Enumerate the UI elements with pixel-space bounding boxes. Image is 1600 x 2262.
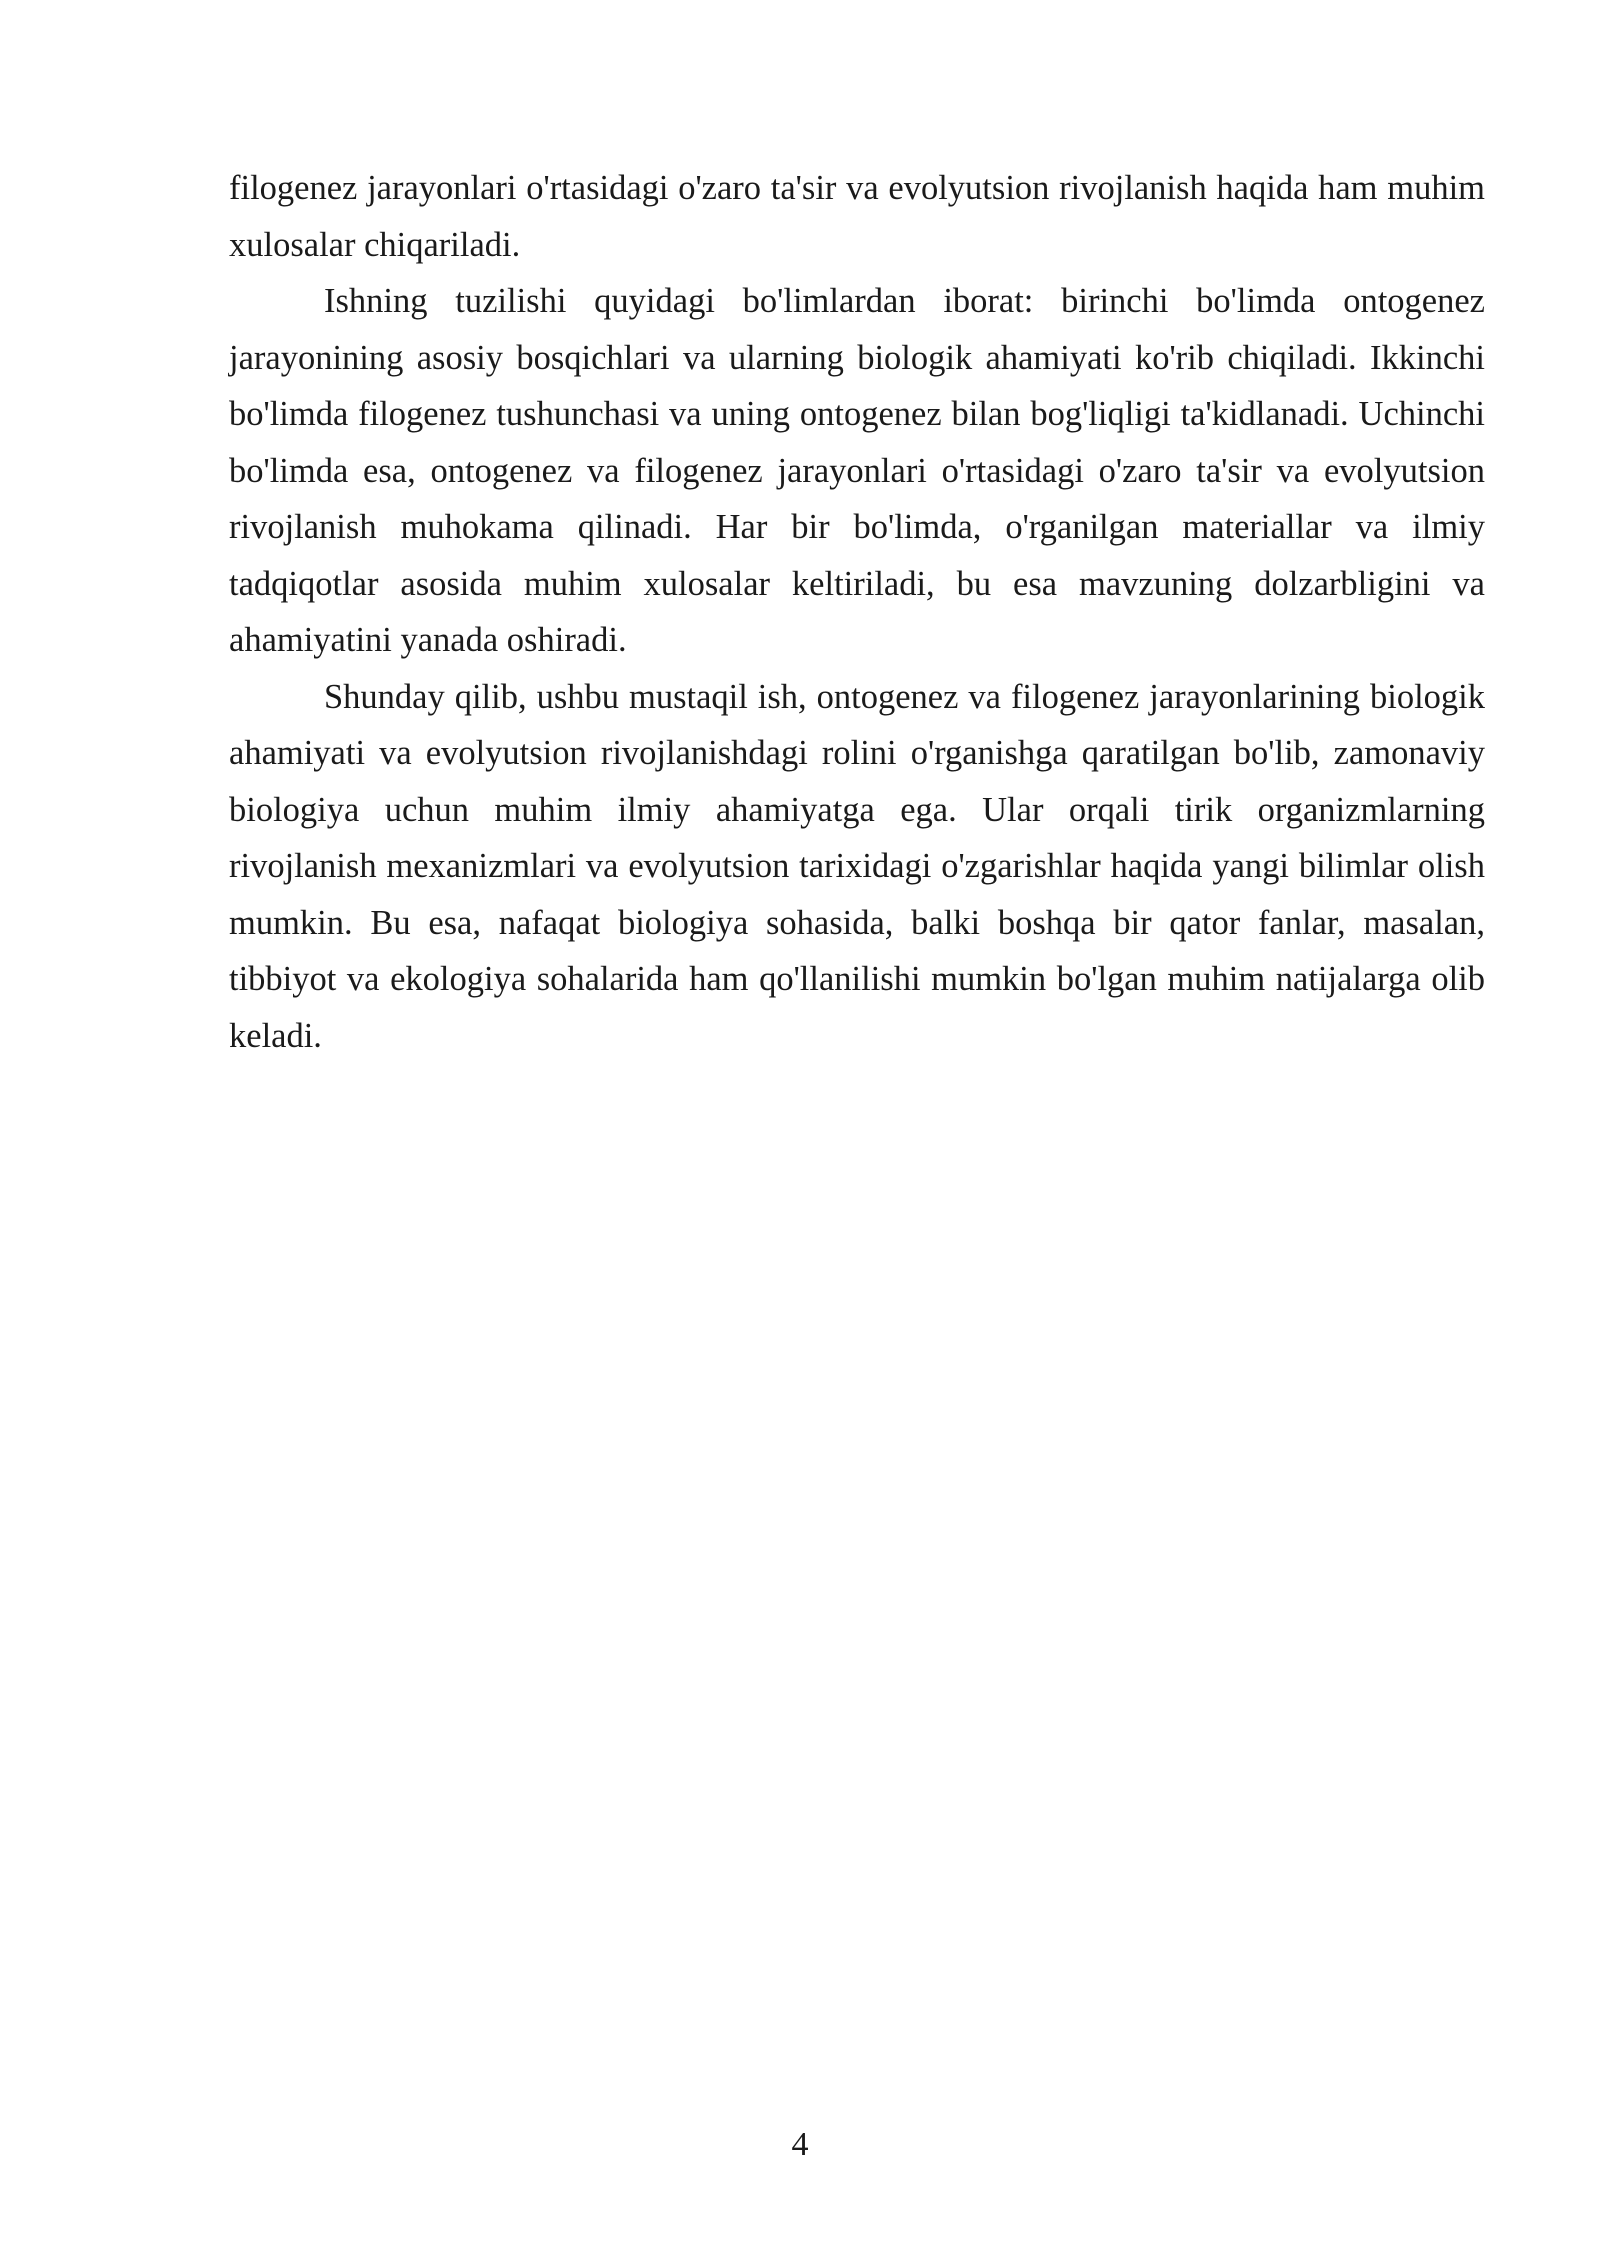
paragraph-structure: Ishning tuzilishi quyidagi bo'limlardan iborat: birinchi bo'limda ontogenez jarayonining asosiy bosqichlari va ularning biologik ahamiyati ko'rib chiqiladi. Ikkinchi bo'limda filogenez tushunchasi va uning ontogenez bilan bog'liqligi ta'kidlanadi. Uchinchi bo'limda esa, ontogenez va filogenez jarayonlari o'rtasidagi o'zaro ta'sir va evolyutsion rivojlanish muhokama qilinadi. Har bir bo'limda, o'rganilgan materiallar va ilmiy tadqiqotlar asosida muhim xulosalar keltiriladi, bu esa mavzuning dolzarbligini va ahamiyatini yanada oshiradi. bbox=[229, 282, 1485, 659]
paragraph-conclusion: Shunday qilib, ushbu mustaqil ish, ontogenez va filogenez jarayonlarining biologik ahamiyati va evolyutsion rivojlanishdagi rolini o'rganishga qaratilgan bo'lib, zamonaviy biologiya uchun muhim ilmiy ahamiyatga ega. Ular orqali tirik organizmlarning rivojlanish mexanizmlari va evolyutsion tarixidagi o'zgarishlar haqida yangi bilimlar olish mumkin. Bu esa, nafaqat biologiya sohasida, balki boshqa bir qator fanlar, masalan, tibbiyot va ekologiya sohalarida ham qo'llanilishi mumkin bo'lgan muhim natijalarga olib keladi. bbox=[229, 677, 1485, 1055]
paragraph-continuation: filogenez jarayonlari o'rtasidagi o'zaro ta'sir va evolyutsion rivojlanish haqida ham muhim xulosalar chiqariladi. bbox=[229, 169, 1485, 264]
page-number: 4 bbox=[791, 2126, 809, 2163]
body-text bbox=[229, 160, 1485, 1064]
